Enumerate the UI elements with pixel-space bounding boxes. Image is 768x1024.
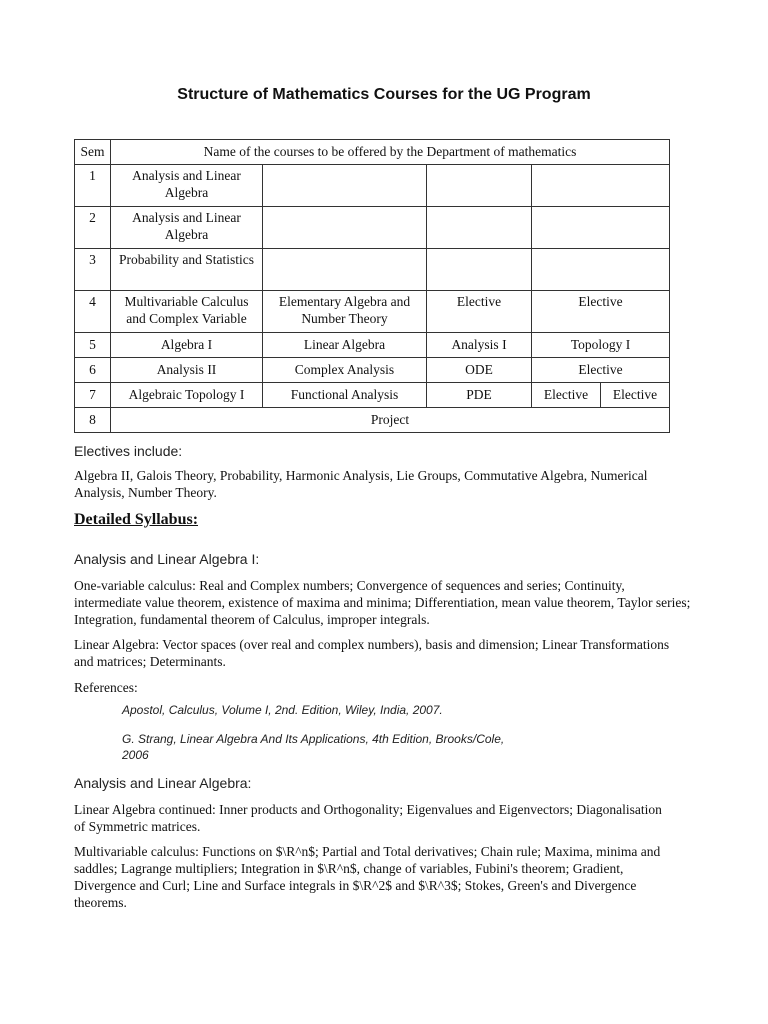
header-course-names: Name of the courses to be offered by the Department of mathematics [111, 140, 670, 165]
table-header-row [75, 140, 670, 165]
table-row [75, 165, 670, 207]
header-sem: Sem [75, 140, 111, 165]
course-cell: Analysis and Linear Algebra [111, 207, 263, 249]
course-cell: Algebra I [111, 333, 263, 358]
course-cell: Elective [532, 358, 670, 383]
paragraph: One-variable calculus: Real and Complex numbers; Convergence of sequences and series; Continuity, intermediate value theorem, existence of maxima and minima; Differentiation, mean value theorem, Taylor series; Integration, fundamental theorem of Calculus, improper integrals. [74, 578, 691, 627]
course-cell: Functional Analysis [263, 383, 427, 408]
table-row [75, 358, 670, 383]
sem-cell: 6 [75, 358, 111, 383]
table-row [75, 249, 670, 291]
sem-cell: 5 [75, 333, 111, 358]
course-cell: Probability and Statistics [111, 249, 263, 291]
sem-cell: 2 [75, 207, 111, 249]
sem-cell: 3 [75, 249, 111, 291]
course-cell: Complex Analysis [263, 358, 427, 383]
course-cell: Linear Algebra [263, 333, 427, 358]
paragraph: Linear Algebra: Vector spaces (over real and complex numbers), basis and dimension; Linear Transformations and matrices; Determinants. [74, 637, 670, 669]
course-cell: Elective [427, 291, 532, 333]
reference-item: Apostol, Calculus, Volume I, 2nd. Edition, Wiley, India, 2007. [122, 703, 443, 717]
section-heading: Analysis and Linear Algebra I: [74, 551, 260, 567]
course-structure-table [74, 139, 670, 433]
sem-cell: 4 [75, 291, 111, 333]
empty-cell [263, 165, 427, 207]
sem-cell: 1 [75, 165, 111, 207]
reference-item: G. Strang, Linear Algebra And Its Applications, 4th Edition, Brooks/Cole, 2006 [122, 732, 505, 762]
references-label: References: [74, 680, 138, 695]
course-cell: Elementary Algebra and Number Theory [263, 291, 427, 333]
course-cell: Multivariable Calculus and Complex Variable [111, 291, 263, 333]
course-cell: Analysis I [427, 333, 532, 358]
sem-cell: 7 [75, 383, 111, 408]
empty-cell [263, 207, 427, 249]
empty-cell [427, 249, 532, 291]
table-row [75, 408, 670, 433]
electives-list: Algebra II, Galois Theory, Probability, Harmonic Analysis, Lie Groups, Commutative Algebra, Numerical Analysis, Number Theory. [74, 468, 648, 500]
section-heading: Analysis and Linear Algebra: [74, 775, 252, 791]
course-cell: Topology I [532, 333, 670, 358]
paragraph: Multivariable calculus: Functions on $\R^n$; Partial and Total derivatives; Chain rule; Maxima, minima and saddles; Lagrange multipliers; Integration in $\R^n$, change of variables, Fubini's theorem; Gradient, Divergence and Curl; Line and Surface integrals in $\R^2$ and $\R^3$; Stokes, Green's and Divergence theorems. [74, 844, 661, 910]
table-row [75, 207, 670, 249]
table-row [75, 333, 670, 358]
course-cell: Elective [601, 383, 670, 408]
table-row [75, 383, 670, 408]
course-cell: Elective [532, 291, 670, 333]
paragraph: Linear Algebra continued: Inner products and Orthogonality; Eigenvalues and Eigenvectors; Diagonalisation of Symmetric matrices. [74, 802, 662, 834]
page-title: Structure of Mathematics Courses for the UG Program [177, 86, 591, 103]
project-cell: Project [111, 408, 670, 433]
course-cell: PDE [427, 383, 532, 408]
course-cell: ODE [427, 358, 532, 383]
empty-cell [427, 165, 532, 207]
empty-cell [532, 207, 670, 249]
course-cell: Elective [532, 383, 601, 408]
empty-cell [263, 249, 427, 291]
empty-cell [532, 165, 670, 207]
empty-cell [427, 207, 532, 249]
course-cell: Analysis and Linear Algebra [111, 165, 263, 207]
sem-cell: 8 [75, 408, 111, 433]
course-cell: Analysis II [111, 358, 263, 383]
empty-cell [532, 249, 670, 291]
syllabus-heading: Detailed Syllabus: [74, 511, 199, 528]
course-cell: Algebraic Topology I [111, 383, 263, 408]
electives-heading: Electives include: [74, 443, 183, 459]
table-row [75, 291, 670, 333]
